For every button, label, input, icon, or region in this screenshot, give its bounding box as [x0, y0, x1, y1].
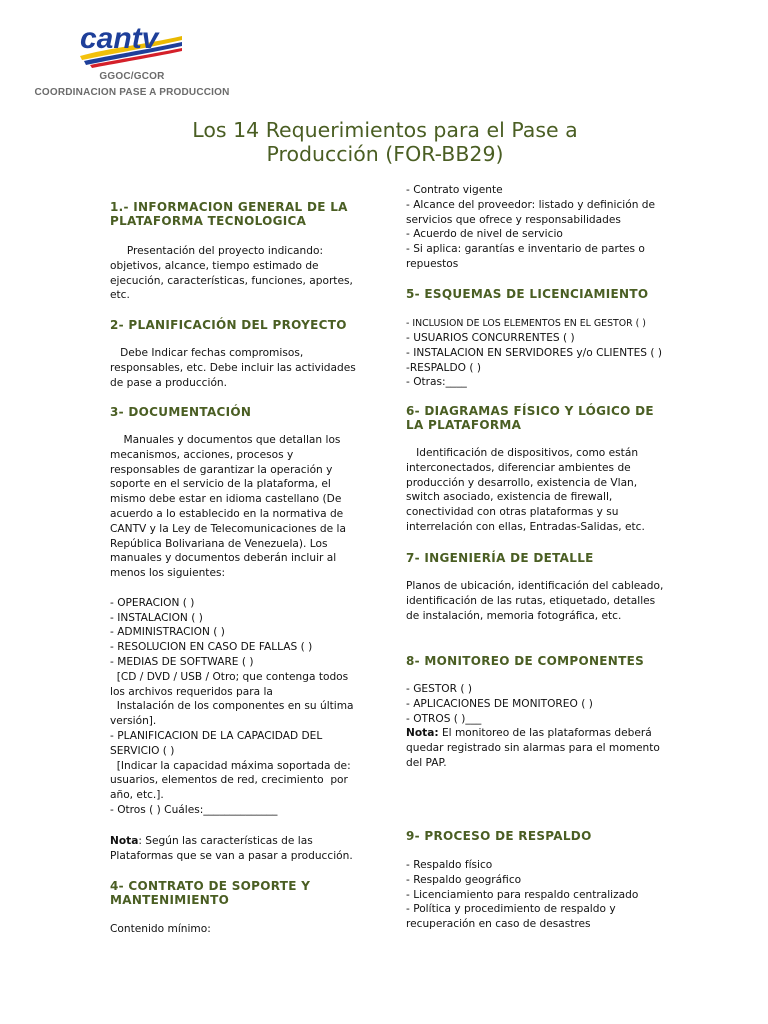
org-code: GGOC/GCOR	[99, 71, 165, 82]
section-2-heading: 2- PLANIFICACIÓN DEL PROYECTO	[110, 318, 347, 332]
section-7-heading: 7- INGENIERÍA DE DETALLE	[406, 551, 594, 565]
section-8-heading: 8- MONITOREO DE COMPONENTES	[406, 654, 645, 668]
section-3-heading: 3- DOCUMENTACIÓN	[110, 405, 252, 419]
note-label: Nota:	[406, 727, 439, 739]
section-9-body: - Respaldo físico - Respaldo geográfico - Licenciamiento para respaldo centralizado - Política y procedimiento de respaldo y recuperación en caso de desastres	[406, 859, 639, 931]
section-4-heading: 4- CONTRATO DE SOPORTE Y MANTENIMIENTO	[110, 879, 311, 907]
section-8-note	[406, 726, 666, 770]
note-text: : Según las características de las Plataformas que se van a pasar a producción.	[110, 835, 353, 862]
title-line-1: Los 14 Requerimientos para el Pase a	[192, 118, 578, 142]
section-2-body: Debe Indicar fechas compromisos, responsables, etc. Debe incluir las actividades de pase a producción.	[110, 347, 360, 389]
section-5-item-inclusion: - INCLUSION DE LOS ELEMENTOS EN EL GESTOR ( )	[406, 318, 646, 329]
section-5-body: - USUARIOS CONCURRENTES ( ) - INSTALACION EN SERVIDORES y/o CLIENTES ( ) -RESPALDO ( ) - Otras:____	[406, 332, 663, 389]
title-line-2: Producción (FOR-BB29)	[266, 142, 504, 166]
section-5-heading: 5- ESQUEMAS DE LICENCIAMIENTO	[406, 287, 649, 301]
note-text: El monitoreo de las plataformas deberá quedar registrado sin alarmas para el momento del PAP.	[406, 727, 664, 769]
section-8-body: - GESTOR ( ) - APLICACIONES DE MONITOREO ( ) - OTROS ( )___	[406, 683, 593, 725]
section-4-body: Contenido mínimo:	[110, 923, 211, 935]
cantv-logo	[78, 18, 184, 68]
svg-text:cantv: cantv	[80, 22, 159, 55]
section-6-body: Identificación de dispositivos, como están interconectados, diferenciar ambientes de producción y desarrollo, existencia de Vlan, switch asociado, existencia de firewall, conectividad con otras plataformas y su interrelación con ellas, Entradas-Salidas, etc.	[406, 447, 645, 533]
note-label: Nota	[110, 835, 139, 847]
org-unit: COORDINACION PASE A PRODUCCION	[34, 87, 230, 98]
section-1-heading: 1.- INFORMACION GENERAL DE LA PLATAFORMA TECNOLOGICA	[110, 200, 348, 228]
section-3-note	[110, 834, 364, 864]
section-7-body: Planos de ubicación, identificación del cableado, identificación de las rutas, etiquetado, detalles de instalación, memoria fotográfica, etc.	[406, 580, 667, 622]
section-3-body: Manuales y documentos que detallan los mecanismos, acciones, procesos y responsables de garantizar la operación y soporte en el servicio de la plataforma, el mismo debe estar en idioma castellano (De acuerdo a lo establecido en la normativa de CANTV y la Ley de Telecomunicaciones de la República Bolivariana de Venezuela). Los manuales y documentos deberán incluir al menos los siguientes: - OPERACION ( ) - INSTALACION ( ) - ADMINISTRACION ( ) - RESOLUCION EN CASO DE FALLAS ( ) - MEDIAS DE SOFTWARE ( ) [CD / DVD / USB / Otro; que contenga todos los archivos requeridos para la Instalación de los componentes en su última versión]. - PLANIFICACION DE LA CAPACIDAD DEL SERVICIO ( ) [Indicar la capacidad máxima soportada de: usuarios, elementos de red, crecimiento por año, etc.]. - Otros ( ) Cuáles:______________	[110, 434, 354, 816]
section-4-continued: - Contrato vigente - Alcance del proveedor: listado y definición de servicios que ofrece y responsabilidades - Acuerdo de nivel de servicio - Si aplica: garantías e inventario de partes o repuestos	[406, 184, 656, 270]
section-1-body: Presentación del proyecto indicando: objetivos, alcance, tiempo estimado de ejecución, características, funciones, aportes, etc.	[110, 245, 357, 302]
section-9-heading: 9- PROCESO DE RESPALDO	[406, 829, 592, 843]
section-6-heading: 6- DIAGRAMAS FÍSICO Y LÓGICO DE LA PLATAFORMA	[406, 404, 654, 432]
page-title	[120, 118, 650, 166]
